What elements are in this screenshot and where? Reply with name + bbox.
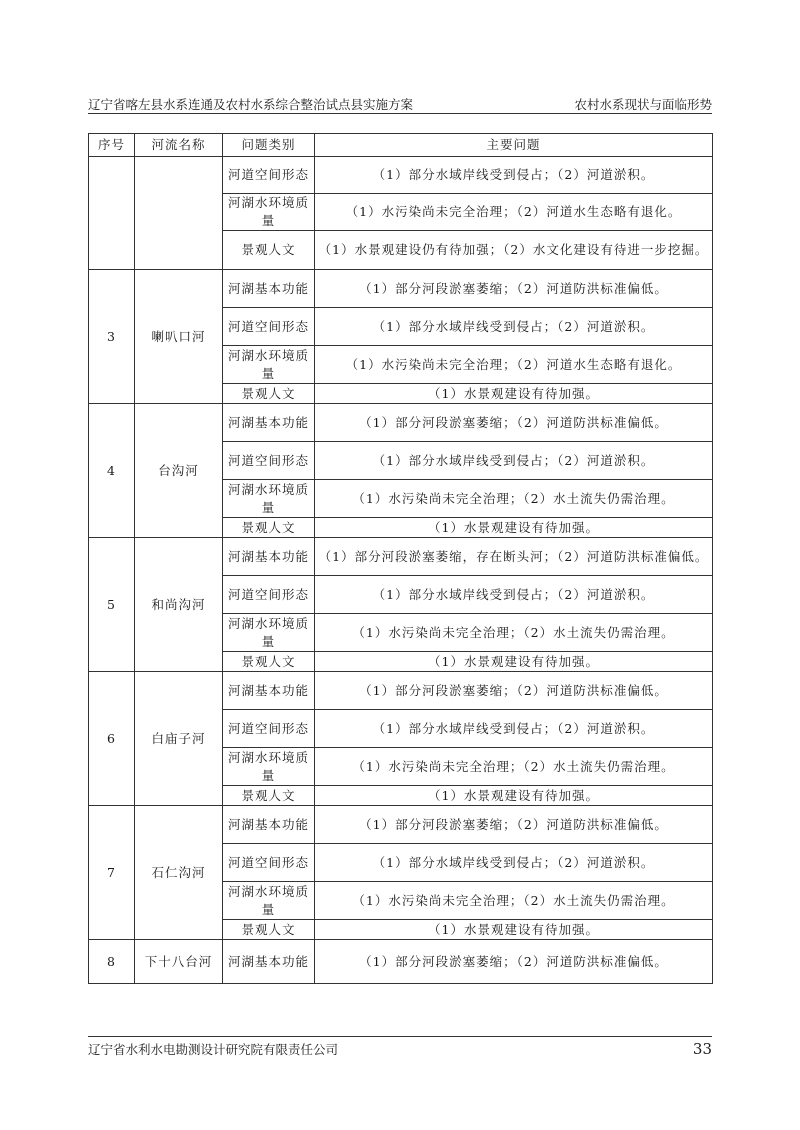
table-row [89,672,713,710]
num-cell: 5 [89,538,135,672]
header-rule [88,113,712,114]
issue-cell: （1）水污染尚未完全治理；（2）水土流失仍需治理。 [315,748,713,786]
num-cell: 8 [89,940,135,984]
num-cell: 6 [89,672,135,806]
table-row [89,404,713,442]
category-cell: 河湖水环境质量 [223,614,315,652]
table-row [89,806,713,844]
issue-cell: （1）部分河段淤塞萎缩；（2）河道防洪标准偏低。 [315,940,713,984]
issue-cell: （1）水景观建设有待加强。 [315,518,713,538]
col-header-category: 问题类别 [223,134,315,157]
table-row [89,538,713,576]
category-cell: 景观人文 [223,518,315,538]
footer-rule [88,1036,712,1037]
river-cell [135,157,223,270]
page-header [88,93,712,113]
category-cell: 河湖水环境质量 [223,194,315,231]
issue-cell: （1）水污染尚未完全治理；（2）水土流失仍需治理。 [315,614,713,652]
issue-cell: （1）水景观建设有待加强。 [315,652,713,672]
col-header-issue: 主要问题 [315,134,713,157]
issue-cell: （1）部分水域岸线受到侵占；（2）河道淤积。 [315,157,713,194]
category-cell: 景观人文 [223,786,315,806]
issue-cell: （1）水污染尚未完全治理；（2）河道水生态略有退化。 [315,194,713,231]
category-cell: 河道空间形态 [223,308,315,346]
issue-cell: （1）部分河段淤塞萎缩；（2）河道防洪标准偏低。 [315,270,713,308]
category-cell: 河湖基本功能 [223,538,315,576]
num-cell: 4 [89,404,135,538]
page-number: 33 [692,1040,712,1058]
category-cell: 河道空间形态 [223,442,315,480]
issue-cell: （1）部分水域岸线受到侵占；（2）河道淤积。 [315,442,713,480]
issue-cell: （1）水景观建设有待加强。 [315,920,713,940]
issue-cell: （1）部分水域岸线受到侵占；（2）河道淤积。 [315,308,713,346]
issue-cell: （1）水污染尚未完全治理；（2）河道水生态略有退化。 [315,346,713,384]
river-cell: 下十八台河 [135,940,223,984]
category-cell: 景观人文 [223,920,315,940]
header-section: 农村水系现状与面临形势 [574,97,712,112]
issue-cell: （1）部分河段淤塞萎缩，存在断头河；（2）河道防洪标准偏低。 [315,538,713,576]
category-cell: 河湖水环境质量 [223,748,315,786]
river-cell: 喇叭口河 [135,270,223,404]
category-cell: 景观人文 [223,231,315,270]
river-cell: 台沟河 [135,404,223,538]
category-cell: 景观人文 [223,652,315,672]
river-cell: 白庙子河 [135,672,223,806]
issue-cell: （1）水景观建设有待加强。 [315,786,713,806]
category-cell: 景观人文 [223,384,315,404]
category-cell: 河湖基本功能 [223,940,315,984]
issue-cell: （1）水景观建设有待加强。 [315,384,713,404]
river-cell: 和尚沟河 [135,538,223,672]
issue-cell: （1）部分河段淤塞萎缩；（2）河道防洪标准偏低。 [315,672,713,710]
category-cell: 河湖水环境质量 [223,882,315,920]
category-cell: 河湖基本功能 [223,404,315,442]
num-cell: 7 [89,806,135,940]
table-row [89,270,713,308]
category-cell: 河道空间形态 [223,844,315,882]
category-cell: 河道空间形态 [223,157,315,194]
category-cell: 河湖基本功能 [223,270,315,308]
table-header-row [89,134,713,157]
issue-cell: （1）水污染尚未完全治理；（2）水土流失仍需治理。 [315,480,713,518]
issue-cell: （1）部分水域岸线受到侵占；（2）河道淤积。 [315,576,713,614]
table-row [89,940,713,984]
col-header-num: 序号 [89,134,135,157]
num-cell: 3 [89,270,135,404]
table-row [89,157,713,194]
category-cell: 河湖水环境质量 [223,480,315,518]
page-footer [88,1039,712,1059]
footer-organization: 辽宁省水利水电勘测设计研究院有限责任公司 [88,1042,339,1057]
issue-cell: （1）部分水域岸线受到侵占；（2）河道淤积。 [315,710,713,748]
river-cell: 石仁沟河 [135,806,223,940]
col-header-river: 河流名称 [135,134,223,157]
river-issues-table [88,133,713,984]
issue-cell: （1）部分河段淤塞萎缩；（2）河道防洪标准偏低。 [315,806,713,844]
category-cell: 河道空间形态 [223,710,315,748]
issue-cell: （1）水景观建设仍有待加强；（2）水文化建设有待进一步挖掘。 [315,231,713,270]
category-cell: 河湖基本功能 [223,672,315,710]
issue-cell: （1）部分水域岸线受到侵占；（2）河道淤积。 [315,844,713,882]
category-cell: 河湖水环境质量 [223,346,315,384]
num-cell [89,157,135,270]
issue-cell: （1）部分河段淤塞萎缩；（2）河道防洪标准偏低。 [315,404,713,442]
issue-cell: （1）水污染尚未完全治理；（2）水土流失仍需治理。 [315,882,713,920]
category-cell: 河湖基本功能 [223,806,315,844]
header-title: 辽宁省喀左县水系连通及农村水系综合整治试点县实施方案 [88,97,414,112]
category-cell: 河道空间形态 [223,576,315,614]
